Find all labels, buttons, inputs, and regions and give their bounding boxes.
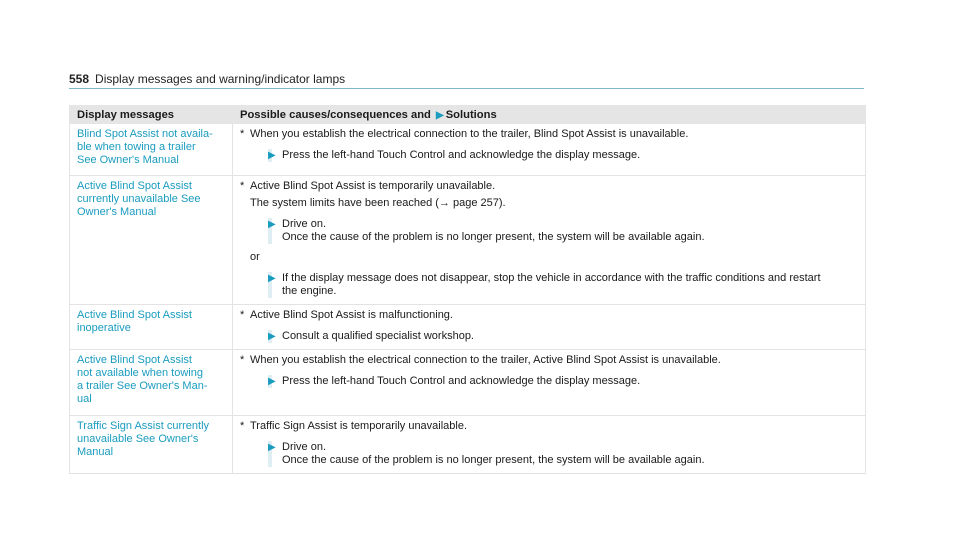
solution-step: ▶ Press the left-hand Touch Control and acknowledge the display message. bbox=[268, 149, 641, 161]
play-triangle-icon: ▶ bbox=[268, 219, 276, 230]
message-solution: * Active Blind Spot Assist is malfunctioning. ▶ Consult a qualified specialist workshop. bbox=[233, 305, 866, 350]
header-divider bbox=[69, 88, 864, 89]
play-triangle-icon: ▶ bbox=[268, 273, 276, 284]
asterisk-icon: * bbox=[240, 420, 245, 432]
solution-step: ▶ Press the left-hand Touch Control and acknowledge the display message. bbox=[268, 375, 641, 387]
solution-step: ▶ If the display message does not disappear, stop the vehicle in accordance with the traffic conditions and restart the engine. bbox=[268, 272, 821, 297]
asterisk-icon: * bbox=[240, 309, 245, 321]
message-name: Active Blind Spot Assist inoperative bbox=[70, 305, 233, 350]
message-solution: * When you establish the electrical connection to the trailer, Active Blind Spot Assist is unavailable. ▶ Press the left-hand Touch Control and acknowledge the display message. bbox=[233, 350, 866, 416]
column-header-causes: Possible causes/consequences and ▶ Solutions bbox=[233, 106, 866, 124]
solution-step: ▶ Consult a qualified specialist workshop. bbox=[268, 330, 474, 342]
asterisk-icon: * bbox=[240, 180, 245, 192]
display-messages-table bbox=[69, 105, 866, 474]
solution-step: ▶ Drive on. Once the cause of the problem is no longer present, the system will be available again. bbox=[268, 441, 705, 466]
asterisk-icon: * bbox=[240, 128, 245, 140]
page-number: 558 bbox=[69, 72, 90, 86]
table-row bbox=[70, 124, 866, 176]
message-name: Active Blind Spot Assist not available when towing a trailer See Owner's Man- ual bbox=[70, 350, 233, 416]
play-triangle-icon: ▶ bbox=[268, 331, 276, 342]
message-solution: * Active Blind Spot Assist is temporarily unavailable. The system limits have been reached (→ page 257). ▶ Drive on. Once the cause of the problem is no longer present, the system will be available again. or ▶ If the display message does not disappear, stop the vehicle in accordance with the traffic conditions and restart the engine. bbox=[233, 176, 866, 305]
message-name: Blind Spot Assist not availa- ble when towing a trailer See Owner's Manual bbox=[70, 124, 233, 176]
asterisk-icon: * bbox=[240, 354, 245, 366]
message-solution: * Traffic Sign Assist is temporarily unavailable. ▶ Drive on. Once the cause of the problem is no longer present, the system will be available again. bbox=[233, 416, 866, 474]
message-solution: * When you establish the electrical connection to the trailer, Blind Spot Assist is unavailable. ▶ Press the left-hand Touch Control and acknowledge the display message. bbox=[233, 124, 866, 176]
play-triangle-icon: ▶ bbox=[268, 442, 276, 453]
page-title: Display messages and warning/indicator lamps bbox=[95, 72, 346, 86]
play-triangle-icon: ▶ bbox=[268, 376, 276, 387]
table-row bbox=[70, 176, 866, 305]
column-header-messages: Display messages bbox=[70, 106, 233, 124]
play-triangle-icon: ▶ bbox=[436, 110, 444, 121]
table-row bbox=[70, 350, 866, 416]
message-name: Traffic Sign Assist currently unavailable See Owner's Manual bbox=[70, 416, 233, 474]
page-header bbox=[69, 70, 864, 86]
table-row bbox=[70, 305, 866, 350]
table-header-row bbox=[70, 106, 866, 124]
play-triangle-icon: ▶ bbox=[268, 150, 276, 161]
solution-step: ▶ Drive on. Once the cause of the problem is no longer present, the system will be available again. bbox=[268, 218, 705, 243]
message-name: Active Blind Spot Assist currently unavailable See Owner's Manual bbox=[70, 176, 233, 305]
table-row bbox=[70, 416, 866, 474]
